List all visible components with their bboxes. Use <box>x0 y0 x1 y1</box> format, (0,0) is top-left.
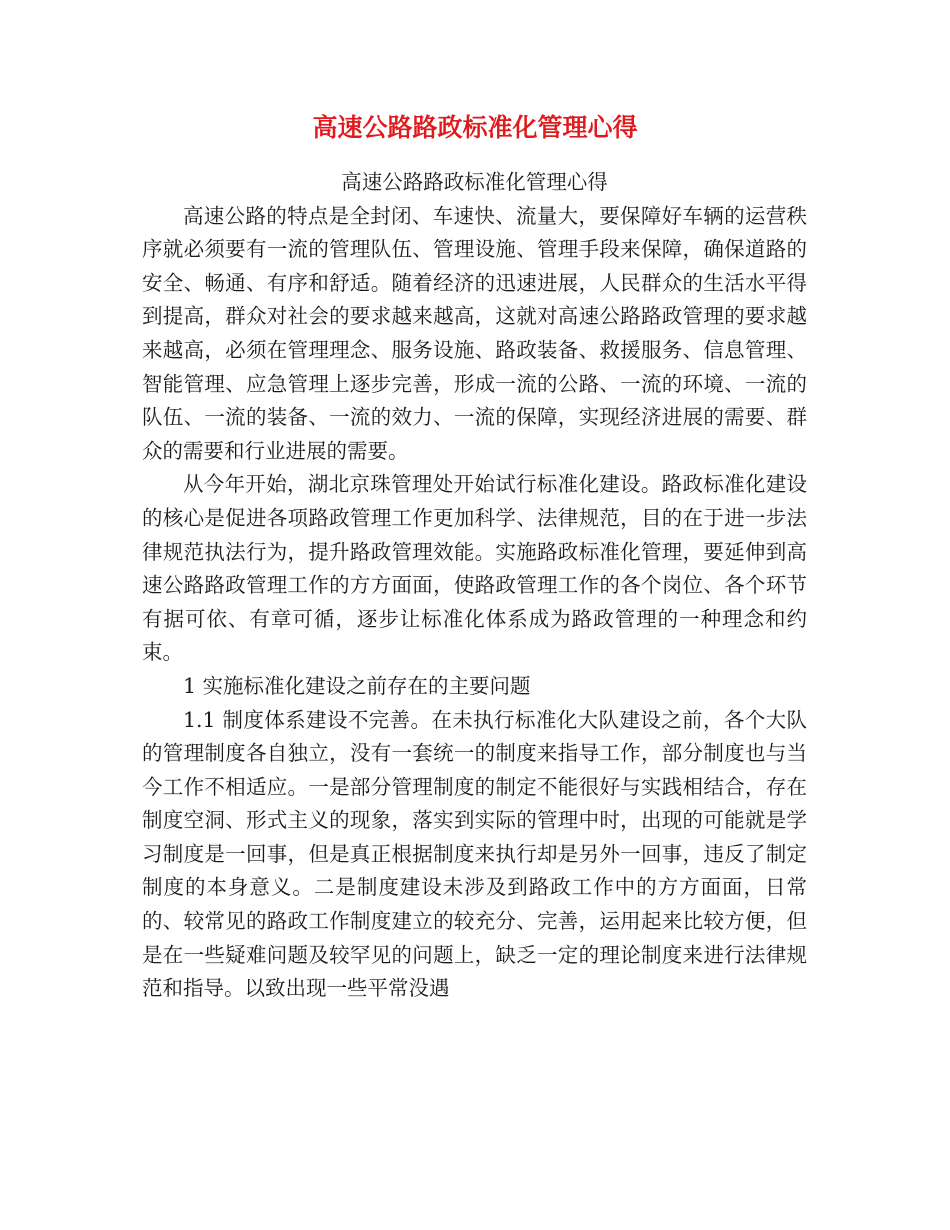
paragraph-intro: 高速公路的特点是全封闭、车速快、流量大，要保障好车辆的运营秩序就必须要有一流的管理队伍、管理设施、管理手段来保障，确保道路的安全、畅通、有序和舒适。随着经济的迅速进展，人民群众的生活水平得到提高，群众对社会的要求越来越高，这就对高速公路路政管理的要求越来越高，必须在管理理念、服务设施、路政装备、救援服务、信息管理、智能管理、应急管理上逐步完善，形成一流的公路、一流的环境、一流的队伍、一流的装备、一流的效力、一流的保障，实现经济进展的需要、群众的需要和行业进展的需要。 <box>142 203 807 463</box>
document-title: 高速公路路政标准化管理心得 <box>312 113 638 142</box>
paragraph-section-1-1: 1.1 制度体系建设不完善。在未执行标准化大队建设之前，各个大队的管理制度各自独立，没有一套统一的制度来指导工作，部分制度也与当今工作不相适应。一是部分管理制度的制定不能很好与实践相结合，存在制度空洞、形式主义的现象，落实到实际的管理中时，出现的可能就是学习制度是一回事，但是真正根据制度来执行却是另外一回事，违反了制定制度的本身意义。二是制度建设未涉及到路政工作中的方方面面，日常的、较常见的路政工作制度建立的较充分、完善，运用起来比较方便，但是在一些疑难问题及较罕见的问题上，缺乏一定的理论制度来进行法律规范和指导。以致出现一些平常没遇 <box>142 707 807 1001</box>
section-heading-1: 1 实施标准化建设之前存在的主要问题 <box>183 673 531 698</box>
document-subtitle: 高速公路路政标准化管理心得 <box>341 170 608 194</box>
paragraph-standardization: 从今年开始，湖北京珠管理处开始试行标准化建设。路政标准化建设的核心是促进各项路政管理工作更加科学、法律规范，目的在于进一步法律规范执法行为，提升路政管理效能。实施路政标准化管理，要延伸到高速公路路政管理工作的方方面面，使路政管理工作的各个岗位、各个环节有据可依、有章可循，逐步让标准化体系成为路政管理的一种理念和约束。 <box>142 472 807 665</box>
document-body <box>142 166 807 1006</box>
